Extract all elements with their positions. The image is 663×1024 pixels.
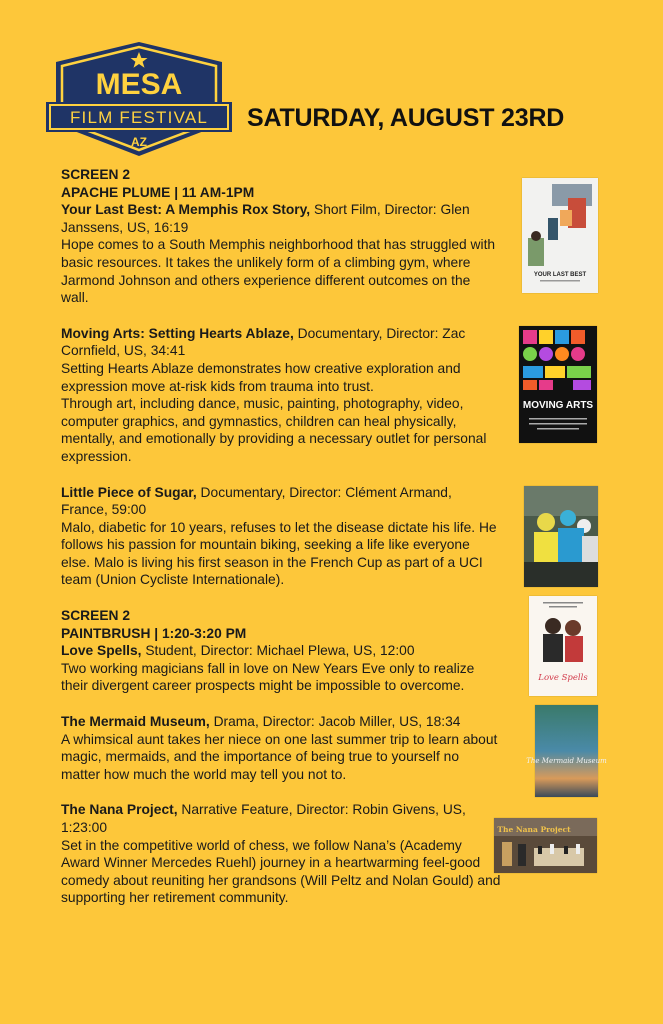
poster-nana-project bbox=[494, 818, 597, 873]
film-entry bbox=[61, 484, 501, 590]
film-meta: Documentary, Director: Zac Cornfield, US, 34:41 bbox=[61, 325, 466, 359]
poster-little-piece-of-sugar bbox=[524, 486, 598, 587]
festival-logo bbox=[46, 38, 232, 160]
logo-title: MESA bbox=[95, 68, 183, 101]
film-meta: Student, Director: Michael Plewa, US, 12:00 bbox=[141, 643, 415, 659]
film-title: Your Last Best: A Memphis Rox Story, bbox=[61, 202, 311, 218]
poster-love-spells bbox=[529, 596, 597, 696]
film-description: Malo, diabetic for 10 years, refuses to let the disease dictate his life. He follows his passion for mountain biking, seeking a life like everyone else. Malo is living his first season in the French Cup as part of a UCI team (Union Cycliste Internationale). bbox=[61, 519, 497, 588]
film-entry bbox=[61, 642, 501, 695]
block-time: PAINTBRUSH | 1:20-3:20 PM bbox=[61, 625, 247, 641]
film-entry bbox=[61, 201, 501, 307]
screen-label: SCREEN 2 bbox=[61, 167, 131, 182]
poster-moving-arts bbox=[519, 326, 597, 443]
event-date: SATURDAY, AUGUST 23RD bbox=[247, 104, 565, 132]
svg-text:MOVING ARTS: MOVING ARTS bbox=[522, 400, 594, 411]
poster-your-last-best bbox=[522, 178, 598, 293]
film-entry bbox=[61, 325, 501, 466]
schedule bbox=[61, 166, 501, 907]
svg-text:The Mermaid Museum: The Mermaid Museum bbox=[526, 757, 607, 765]
film-title: Love Spells, bbox=[61, 643, 142, 659]
film-description: Through art, including dance, music, painting, photography, video, computer graphics, and gymnastics, children can heal physically, mentally, and emotionally by providing a necessary outlet for personal expression. bbox=[61, 396, 487, 464]
film-meta: Short Film, Director: Glen Janssens, US, 16:19 bbox=[61, 202, 470, 235]
film-entry bbox=[61, 713, 501, 783]
film-meta: Documentary, Director: Clément Armand, France, 59:00 bbox=[61, 484, 452, 518]
film-description: Setting Hearts Ablaze demonstrates how creative exploration and expression move at-risk kids from trauma into trust. bbox=[61, 360, 461, 394]
block-time: APACHE PLUME | 11 AM-1PM bbox=[61, 184, 255, 200]
film-title: The Mermaid Museum, bbox=[61, 714, 210, 730]
film-entry bbox=[61, 801, 501, 907]
film-description: Hope comes to a South Memphis neighborhood that has struggled with basic resources. It takes the unlikely form of a climbing gym, where Jarmond Johnson and others experience different outcomes on the wall. bbox=[61, 237, 496, 306]
film-meta: Narrative Feature, Director: Robin Givens, US, 1:23:00 bbox=[61, 802, 466, 835]
screen-label: SCREEN 2 bbox=[61, 608, 131, 624]
schedule-section bbox=[61, 607, 501, 907]
film-title: Moving Arts: Setting Hearts Ablaze, bbox=[61, 325, 294, 341]
film-description: Set in the competitive world of chess, we follow Nana’s (Academy Award Winner Mercedes Ruehl) journey in a heartwarming feel-good comedy about reuniting her grandsons (Will Peltz and Nolan Gould) and supporting her retirement community. bbox=[61, 837, 501, 906]
film-description: Two working magicians fall in love on New Years Eve only to realize their divergent career prospects might be impossible to overcome. bbox=[61, 660, 475, 694]
schedule-section bbox=[61, 166, 501, 589]
film-description: A whimsical aunt takes her niece on one last summer trip to learn about magic, mermaids, and the importance of being true to yourself no matter how much the world may tell you not to. bbox=[61, 731, 498, 782]
logo-subtitle: FILM FESTIVAL bbox=[69, 108, 209, 127]
svg-text:YOUR LAST BEST: YOUR LAST BEST bbox=[533, 272, 587, 278]
film-title: The Nana Project, bbox=[61, 802, 178, 818]
svg-text:The Nana Project: The Nana Project bbox=[497, 825, 571, 834]
svg-text:Love Spells: Love Spells bbox=[538, 673, 588, 683]
film-meta: Drama, Director: Jacob Miller, US, 18:34 bbox=[209, 714, 461, 730]
film-title: Little Piece of Sugar, bbox=[61, 484, 197, 500]
poster-mermaid-museum bbox=[526, 705, 607, 797]
logo-state: AZ bbox=[131, 135, 147, 149]
